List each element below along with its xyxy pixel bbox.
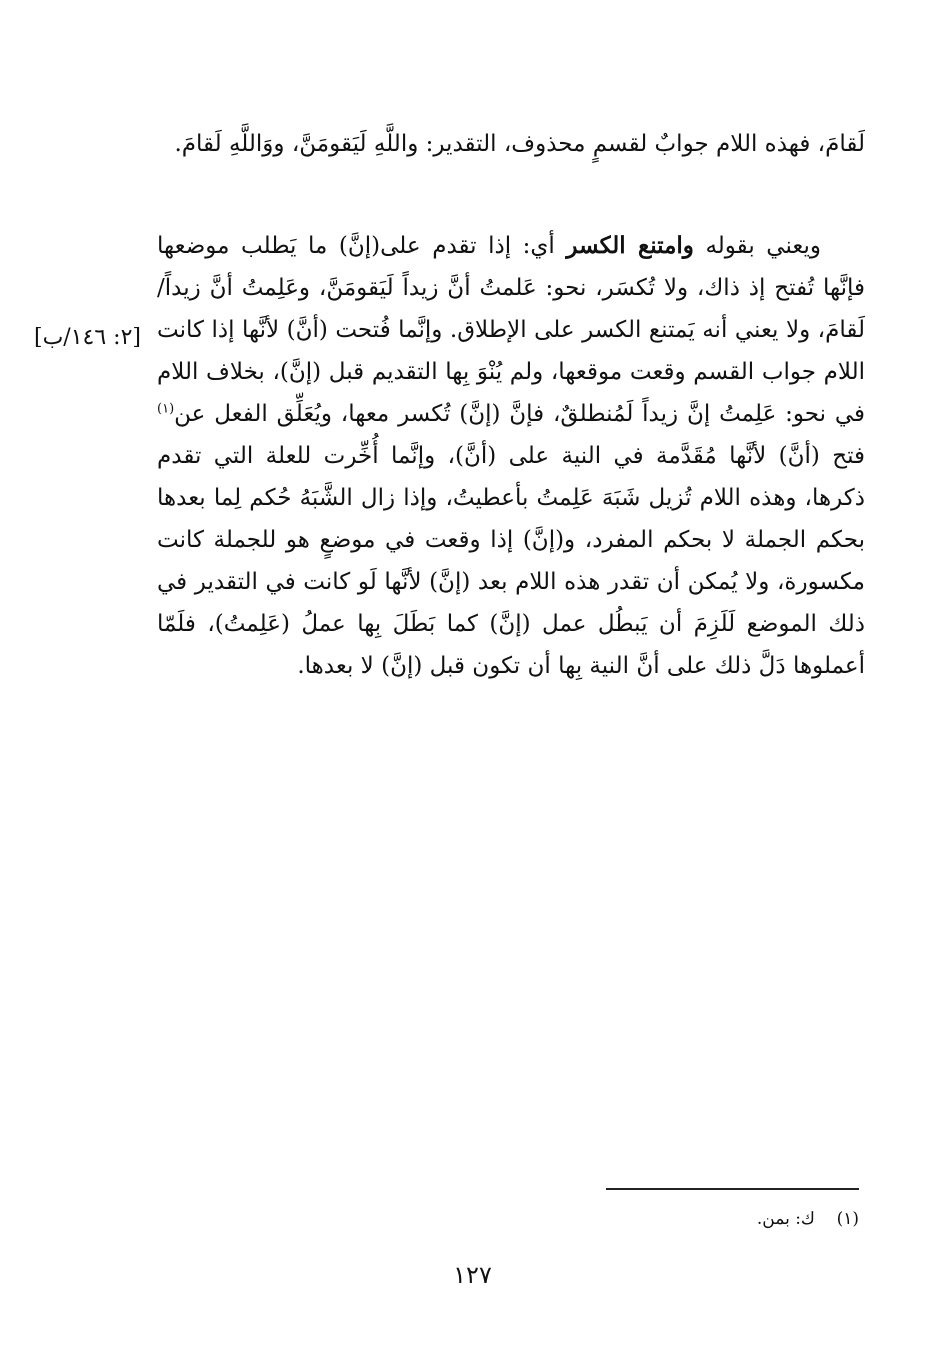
- paragraph-2-continuation: فتح (أنَّ) لأنَّها مُقَدَّمة في النية على (أنَّ)، وإنَّما أُخِّرت للعلة التي تقدم ذكرها، وهذه اللام تُزيل شَبَهَ عَلِمتُ بأعطيتُ، وإذا زال الشَّبَهُ حُكم لِما بعدها بحكم الجملة لا بحكم المفرد، و(إنَّ) إذا وقعت في موضعٍ هو للجملة كانت مكسورة، ولا يُمكن أن تقدر هذه اللام بعد (إنَّ) لأنَّها لَو كانت في التقدير في ذلك الموضع لَلَزِمَ أن يَبطُل عمل (إنَّ) كما بَطَلَ بِها عملُ (عَلِمتُ)، فلَمّا أعملوها دَلَّ ذلك على أنَّ النية بِها أن تكون قبل (إنَّ) لا بعدها.: [157, 443, 865, 679]
- footnote: [757, 1204, 859, 1234]
- paragraph-1: [157, 123, 865, 165]
- manuscript-folio-reference: [٢: ١٤٦/ب]: [34, 325, 141, 350]
- paragraph-2-start: ويعني بقوله: [693, 233, 821, 259]
- paragraph-1-text: لَقامَ، فهذه اللام جوابٌ لقسمٍ محذوف، التقدير: واللَّهِ لَيَقومَنَّ، ووَاللَّهِ لَقامَ.: [174, 131, 865, 157]
- footnote-marker[interactable]: (١): [157, 401, 175, 417]
- footnote-number: (١): [836, 1209, 859, 1229]
- paragraph-2-body: أي: إذا تقدم على(إنَّ) ما يَطلب موضعها فإنَّها تُفتح إذ ذاك، ولا تُكسَر، نحو: عَلمتُ أنَّ زيداً لَيَقومَنَّ، وعَلِمتُ أنَّ زيداً/ لَقامَ، ولا يعني أنه يَمتنع الكسر على الإطلاق. وإنَّما فُتحت (أنَّ) لأنَّها إذا كانت اللام جواب القسم وقعت موقعها، ولم يُنْوَ بِها التقديم قبل (إنَّ)، بخلاف اللام في نحو: عَلِمتُ إنَّ زيداً لَمُنطلقٌ، فإنَّ (إنَّ) تُكسر معها، ويُعَلِّق الفعل عن: [157, 233, 865, 427]
- footnote-text: ك: بمن.: [756, 1209, 815, 1229]
- paragraph-2-text: [157, 225, 865, 687]
- paragraph-2: [157, 225, 865, 687]
- bold-phrase: وامتنع الكسر: [566, 232, 694, 259]
- footnote-divider: [606, 1188, 859, 1190]
- page-number: ١٢٧: [453, 1261, 492, 1289]
